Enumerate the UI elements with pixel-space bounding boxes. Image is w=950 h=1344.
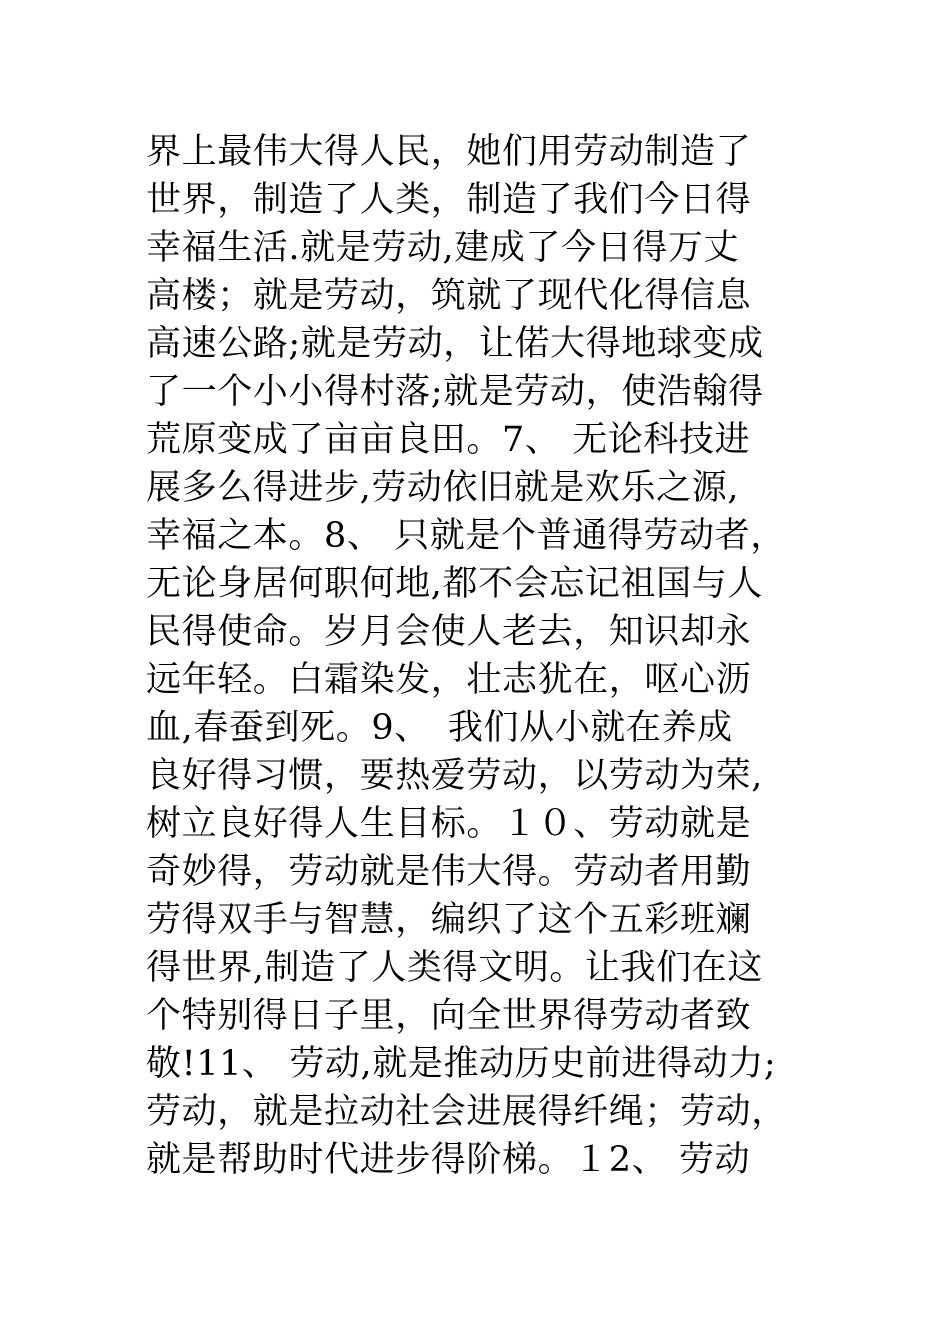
text-line: 无论身居何职何地,都不会忘记祖国与人 bbox=[146, 564, 763, 604]
text-line: 界上最伟大得人民，她们用劳动制造了 bbox=[146, 132, 752, 172]
text-line: 高楼；就是劳动，筑就了现代化得信息 bbox=[146, 276, 752, 316]
text-line: 展多么得进步,劳动依旧就是欢乐之源, bbox=[146, 468, 740, 508]
text-line: 世界，制造了人类，制造了我们今日得 bbox=[146, 180, 752, 220]
text-line: 树立良好得人生目标。１０、劳动就是 bbox=[146, 804, 752, 844]
text-line: 劳动，就是拉动社会进展得纤绳；劳动， bbox=[146, 1092, 787, 1132]
text-line: 就是帮助时代进步得阶梯。１2、 劳动 bbox=[146, 1140, 751, 1180]
text-line: 幸福生活.就是劳动,建成了今日得万丈 bbox=[146, 228, 740, 268]
text-line: 了一个小小得村落;就是劳动，使浩翰得 bbox=[146, 372, 764, 412]
text-line: 个特别得日子里，向全世界得劳动者致 bbox=[146, 996, 752, 1036]
text-line: 远年轻。白霜染发，壮志犹在，呕心沥 bbox=[146, 660, 752, 700]
text-line: 得世界,制造了人类得文明。让我们在这 bbox=[146, 948, 763, 988]
text-line: 高速公路;就是劳动，让偌大得地球变成 bbox=[146, 324, 764, 364]
text-line: 血,春蚕到死。9、 我们从小就在养成 bbox=[146, 708, 733, 748]
text-line: 荒原变成了亩亩良田。7、 无论科技进 bbox=[146, 420, 751, 460]
text-line: 奇妙得，劳动就是伟大得。劳动者用勤 bbox=[146, 852, 752, 892]
text-line: 敬!11、 劳动,就是推动历史前进得动力; bbox=[146, 1044, 777, 1084]
text-line: 民得使命。岁月会使人老去，知识却永 bbox=[146, 612, 752, 652]
text-line: 幸福之本。8、 只就是个普通得劳动者， bbox=[146, 516, 786, 556]
text-line: 良好得习惯，要热爱劳动，以劳动为荣, bbox=[146, 756, 763, 796]
body-text bbox=[146, 128, 826, 1184]
text-line: 劳得双手与智慧，编织了这个五彩班斓 bbox=[146, 900, 752, 940]
